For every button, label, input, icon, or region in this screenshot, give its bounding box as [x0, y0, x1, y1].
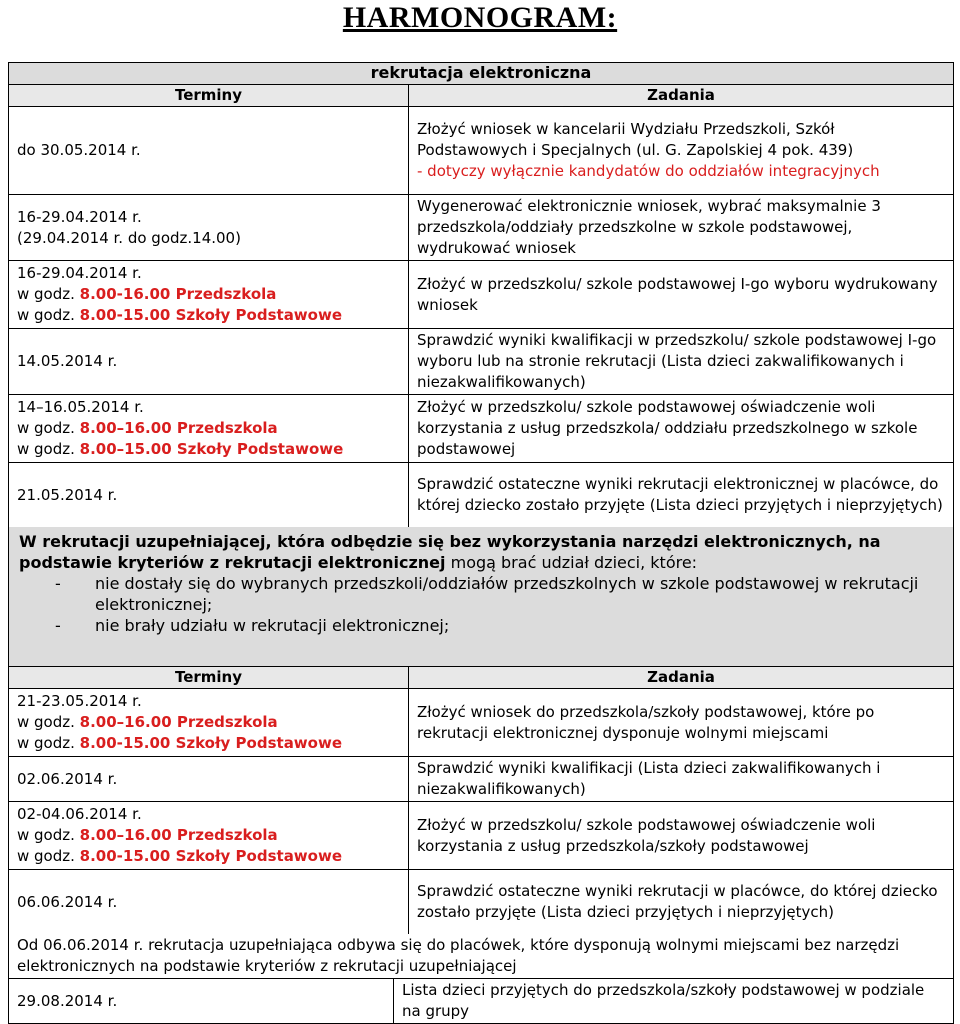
term-text: do 30.05.2014 r.: [17, 141, 141, 159]
term-text: 21.05.2014 r.: [17, 485, 118, 504]
task-text: Sprawdzić ostateczne wyniki rekrutacji elektronicznej w placówce, do której dziecko zostało przyjęte (Lista dzieci przyjętych i nieprzyjętych): [417, 475, 943, 514]
table-row: [9, 107, 953, 195]
term-cell: [9, 689, 409, 756]
term-line: [17, 140, 400, 161]
term-hours: 8.00–16.00 Przedszkola: [79, 826, 278, 844]
table-row: [9, 689, 953, 757]
term-hours: 8.00-15.00 Szkoły Podstawowe: [79, 734, 343, 752]
task-text: Złożyć w przedszkolu/ szkole podstawowej oświadczenie woli korzystania z usług przedszkola/szkoły podstawowej: [417, 815, 876, 855]
term-text: (29.04.2014 r. do godz.14.00): [17, 228, 241, 247]
term-text: 06.06.2014 r.: [17, 892, 118, 911]
table-row: [9, 802, 953, 870]
term-cell: [9, 261, 409, 328]
term-text: 16-29.04.2014 r.: [17, 264, 142, 282]
term-line: [17, 691, 400, 712]
table-row: [9, 870, 953, 934]
supplementary-item-text: nie dostały się do wybranych przedszkoli/oddziałów przedszkolnych w szkole podstawowej w rekrutacji elektronicznej;: [95, 574, 919, 614]
task-cell: [409, 463, 953, 527]
term-cell: [9, 329, 409, 394]
term-cell: [9, 802, 409, 869]
schedule-table: [8, 62, 954, 1024]
supplementary-item: [19, 615, 943, 636]
note-text: Od 06.06.2014 r. rekrutacja uzupełniająca odbywa się do placówek, które dysponują wolnymi miejscami bez narzędzi elektronicznych na podstawie kryteriów z rekrutacji uzupełniającej: [17, 936, 900, 975]
supplementary-info: [9, 527, 953, 667]
task-text: Złożyć w przedszkolu/ szkole podstawowej oświadczenie woli korzystania z usług przedszkola/ oddziału przedszkolnego w szkole podstawowej: [417, 398, 918, 458]
task-text: Sprawdzić wyniki kwalifikacji (Lista dzieci zakwalifikowanych i niezakwalifikowanych): [417, 759, 881, 798]
term-line: [17, 418, 400, 439]
term-line: [17, 733, 400, 754]
term-hours: 8.00–16.00 Przedszkola: [79, 419, 278, 437]
note-row: [9, 934, 953, 979]
final-row: [9, 979, 953, 1023]
term-text: 14–16.05.2014 r.: [17, 398, 144, 416]
term-line: [17, 228, 400, 249]
term-line: [17, 804, 400, 825]
task-cell: [409, 802, 953, 869]
term-line: [17, 351, 400, 372]
term-text: w godz.: [17, 306, 80, 324]
task-text: Wygenerować elektronicznie wniosek, wybrać maksymalnie 3 przedszkola/oddziały przedszkolne w szkole podstawowej, wydrukować wniosek: [417, 197, 881, 257]
page-title: HARMONOGRAM:: [342, 1, 618, 34]
table-row: [9, 757, 953, 802]
section-heading: [9, 63, 953, 85]
task-text: Złożyć wniosek do przedszkola/szkoły podstawowej, które po rekrutacji elektronicznej dysponuje wolnymi miejscami: [417, 702, 875, 742]
task-text: Sprawdzić ostateczne wyniki rekrutacji w placówce, do której dziecko zostało przyjęte (Lista dzieci przyjętych i nieprzyjętych): [417, 882, 938, 921]
term-line: [17, 892, 400, 913]
task-cell: [409, 757, 953, 801]
term-hours: 8.00-16.00 Przedszkola: [79, 285, 277, 303]
table-row: [9, 329, 953, 395]
task-cell: [409, 689, 953, 756]
term-line: [17, 284, 400, 305]
term-cell: [9, 195, 409, 260]
table-row: [9, 463, 953, 527]
term-cell: [9, 107, 409, 194]
term-text: w godz.: [17, 826, 80, 844]
task-cell: [409, 395, 953, 462]
term-text: 16-29.04.2014 r.: [17, 207, 142, 226]
supplementary-item-text: nie brały udziału w rekrutacji elektronicznej;: [95, 616, 450, 635]
task-cell: [409, 195, 953, 260]
term-text: w godz.: [17, 440, 80, 458]
term-line: [17, 397, 400, 418]
term-text: w godz.: [17, 419, 80, 437]
term-cell: [9, 463, 409, 527]
final-task: Lista dzieci przyjętych do przedszkola/szkoły podstawowej w podziale na grupy: [402, 981, 925, 1020]
term-line: [17, 485, 400, 506]
bullet-dash: -: [55, 574, 61, 593]
task-text: Złożyć w przedszkolu/ szkole podstawowej I-go wyboru wydrukowany wniosek: [417, 274, 938, 314]
term-line: [17, 263, 400, 284]
section-heading-text: rekrutacja elektroniczna: [370, 63, 592, 82]
term-line: [17, 207, 400, 228]
header-tasks: Zadania: [647, 86, 715, 104]
table-row: [9, 261, 953, 329]
term-text: 02-04.06.2014 r.: [17, 805, 142, 823]
term-text: w godz.: [17, 734, 80, 752]
term-line: [17, 712, 400, 733]
term-text: w godz.: [17, 713, 80, 731]
task-cell: [409, 870, 953, 934]
term-line: [17, 769, 400, 790]
task-text: Złożyć wniosek w kancelarii Wydziału Przedszkoli, Szkół Podstawowych i Specjalnych (ul. G. Zapolskiej 4 pok. 439): [417, 120, 854, 159]
supplementary-list: [19, 573, 943, 636]
task-cell: [409, 329, 953, 394]
bullet-dash: -: [55, 616, 61, 635]
term-text: w godz.: [17, 847, 80, 865]
term-line: [17, 439, 400, 460]
final-term: 29.08.2014 r.: [9, 979, 394, 1023]
header-tasks-2: Zadania: [647, 668, 715, 686]
task-text: Sprawdzić wyniki kwalifikacji w przedszkolu/ szkole podstawowej I-go wyboru lub na stronie rekrutacji (Lista dzieci zakwalifikowanych i niezakwalifikowanych): [417, 331, 937, 391]
table-row: [9, 195, 953, 261]
task-text: - dotyczy wyłącznie kandydatów do oddziałów integracyjnych: [417, 162, 880, 180]
supplementary-lead-rest: mogą brać udział dzieci, które:: [445, 553, 698, 572]
header-terms-2: Terminy: [9, 667, 409, 688]
table-header-2: [9, 667, 953, 689]
term-text: 14.05.2014 r.: [17, 352, 118, 370]
term-line: [17, 846, 400, 867]
supplementary-item: [19, 573, 943, 615]
task-cell: [409, 107, 953, 194]
term-text: 02.06.2014 r.: [17, 769, 118, 788]
term-hours: 8.00–16.00 Przedszkola: [79, 713, 278, 731]
supplementary-lead-bold: W rekrutacji uzupełniającej, która odbędzie się bez wykorzystania narzędzi elektronicznych, na podstawie kryteriów z rekrutacji elektronicznej: [19, 532, 881, 572]
table-header: [9, 85, 953, 107]
term-hours: 8.00–15.00 Szkoły Podstawowe: [79, 440, 344, 458]
term-cell: [9, 395, 409, 462]
task-cell: [409, 261, 953, 328]
term-hours: 8.00-15.00 Szkoły Podstawowe: [79, 847, 343, 865]
table-row: [9, 395, 953, 463]
term-line: [17, 305, 400, 326]
term-cell: [9, 757, 409, 801]
supplementary-lead: [19, 531, 943, 573]
term-text: w godz.: [17, 285, 80, 303]
term-line: [17, 825, 400, 846]
term-text: 21-23.05.2014 r.: [17, 692, 142, 710]
term-cell: [9, 870, 409, 934]
header-terms: Terminy: [9, 85, 409, 106]
term-hours: 8.00-15.00 Szkoły Podstawowe: [79, 306, 343, 324]
